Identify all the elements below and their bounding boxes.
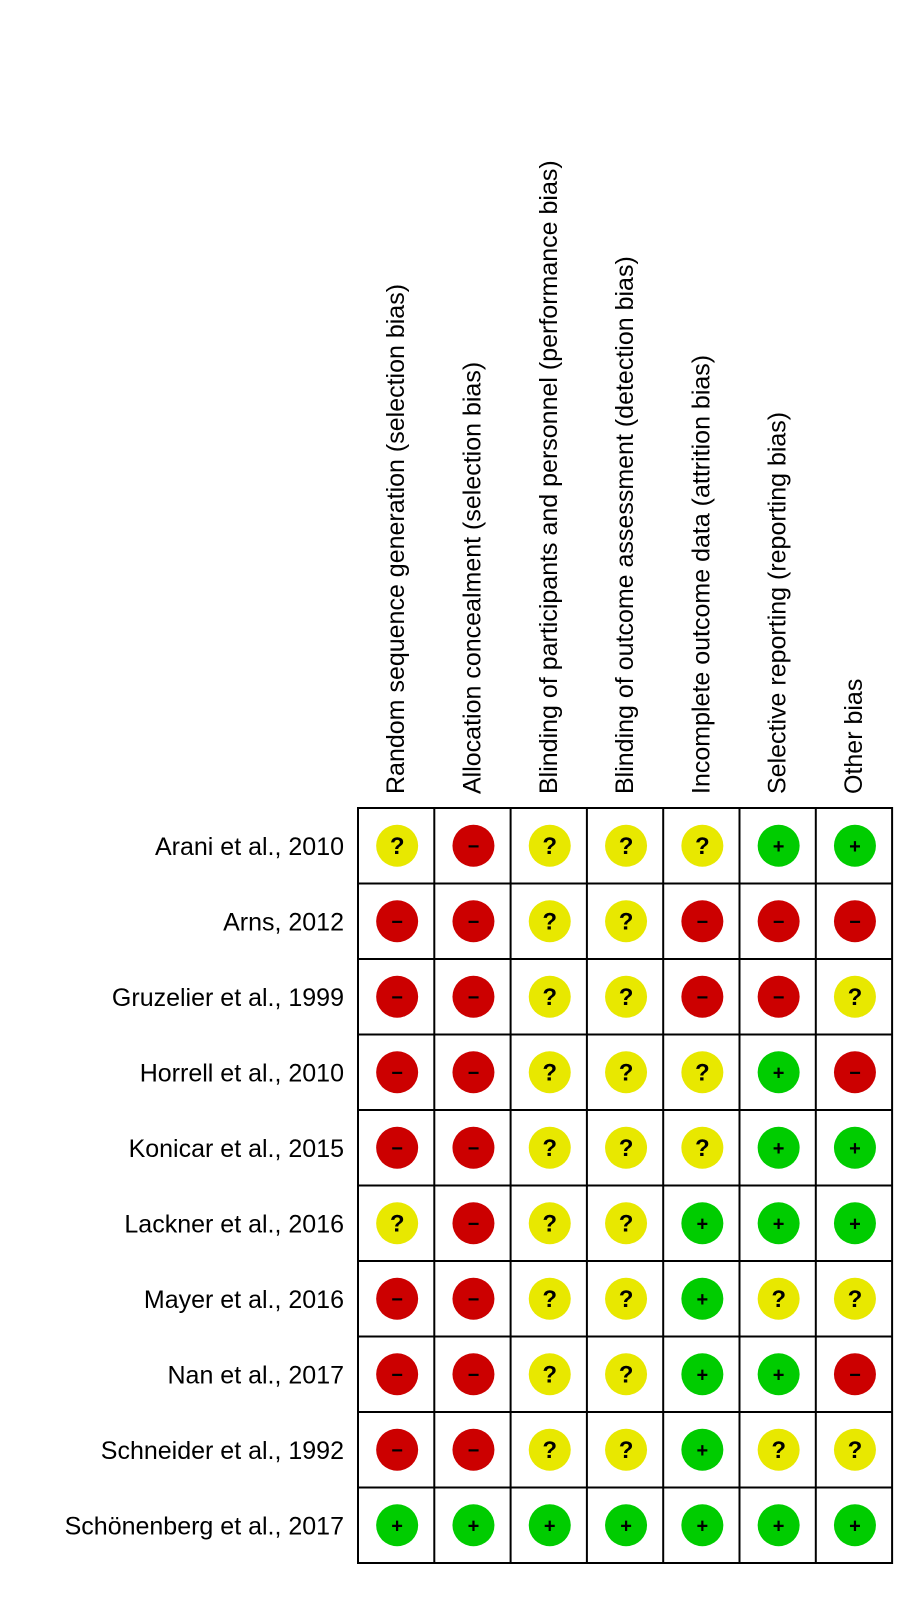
unclear-risk-circle [376,1202,418,1244]
high-risk-circle [758,976,800,1018]
rating-mark-low-risk [758,825,800,867]
column-header: Allocation concealment (selection bias) [458,361,487,794]
column-headers [382,160,868,794]
low-risk-circle [834,1504,876,1546]
rating-mark-low-risk [758,1202,800,1244]
rating-symbol: ? [542,1059,558,1087]
rating-symbol: ? [847,983,863,1011]
unclear-risk-circle [529,1051,571,1093]
rating-mark-low-risk [758,1127,800,1169]
rating-symbol: ? [695,1134,710,1162]
rating-symbol: + [696,1515,709,1538]
rating-symbol: ? [542,1361,558,1389]
rating-symbol: + [467,1515,480,1538]
rating-mark-high-risk [834,900,876,942]
rating-symbol: − [391,1439,403,1462]
rating-symbol: ? [542,1285,558,1313]
rating-mark-low-risk [758,1353,800,1395]
unclear-risk-circle [529,1202,571,1244]
column-header: Blinding of participants and personnel (performance bias) [534,160,563,794]
rating-mark-unclear-risk [681,1127,723,1169]
rating-mark-unclear-risk [834,1278,876,1320]
rating-mark-high-risk [376,1051,418,1093]
rating-symbol: − [696,911,709,934]
rating-mark-low-risk [605,1504,647,1546]
rating-symbol: ? [847,1436,863,1464]
study-label: Lackner et al., 2016 [124,1210,344,1239]
rating-symbol: + [696,1213,709,1236]
rating-mark-high-risk [452,1127,494,1169]
rating-symbol: − [391,1137,403,1160]
rating-symbol: − [467,1213,480,1236]
low-risk-circle [758,1504,800,1546]
rating-mark-unclear-risk [376,825,418,867]
rating-mark-high-risk [376,1353,418,1395]
unclear-risk-circle [605,976,647,1018]
rating-mark-low-risk [376,1504,418,1546]
rating-mark-unclear-risk [681,1051,723,1093]
low-risk-circle [834,1127,876,1169]
rating-symbol: ? [771,1436,786,1464]
unclear-risk-circle [758,1429,800,1471]
rating-symbol: ? [695,1059,710,1087]
unclear-risk-circle [605,1051,647,1093]
rating-mark-high-risk [376,1429,418,1471]
rating-mark-unclear-risk [605,825,647,867]
rating-symbol: + [696,1439,709,1462]
rating-mark-high-risk [758,900,800,942]
rating-symbol: ? [695,832,710,860]
rating-symbol: − [391,1288,403,1311]
rating-symbol: − [467,986,480,1009]
rating-mark-low-risk [758,1051,800,1093]
rating-mark-high-risk [376,1127,418,1169]
rating-symbol: ? [542,983,558,1011]
rating-mark-high-risk [452,825,494,867]
study-label: Arns, 2012 [223,908,344,937]
rating-symbol: − [696,986,709,1009]
unclear-risk-circle [529,1353,571,1395]
high-risk-circle [376,1051,418,1093]
low-risk-circle [681,1504,723,1546]
study-label: Nan et al., 2017 [167,1361,344,1390]
rating-symbol: + [849,1213,861,1236]
rating-symbol: ? [389,1210,405,1238]
rating-symbol: ? [618,832,634,860]
rating-mark-unclear-risk [529,825,571,867]
study-label: Gruzelier et al., 1999 [111,983,344,1012]
rating-symbol: − [467,1288,480,1311]
rating-mark-unclear-risk [529,1202,571,1244]
rating-mark-high-risk [834,1051,876,1093]
rating-mark-low-risk [681,1504,723,1546]
unclear-risk-circle [605,1127,647,1169]
high-risk-circle [376,1127,418,1169]
rating-mark-unclear-risk [529,976,571,1018]
low-risk-circle [529,1504,571,1546]
rating-symbol: + [772,835,785,858]
rating-symbol: ? [618,1059,634,1087]
high-risk-circle [681,900,723,942]
rating-symbol: + [772,1137,785,1160]
high-risk-circle [376,900,418,942]
low-risk-circle [452,1504,494,1546]
rating-mark-low-risk [681,1202,723,1244]
rating-symbol: + [772,1364,785,1387]
rating-mark-unclear-risk [529,1127,571,1169]
high-risk-circle [376,1353,418,1395]
rating-symbol: − [772,986,785,1009]
low-risk-circle [681,1353,723,1395]
high-risk-circle [376,976,418,1018]
rating-symbol: ? [542,832,558,860]
study-labels [65,833,344,1541]
high-risk-circle [452,1353,494,1395]
rating-symbol: − [467,1062,480,1085]
rating-symbol: + [391,1515,403,1538]
rating-mark-low-risk [834,825,876,867]
low-risk-circle [758,1353,800,1395]
rating-symbol: ? [618,1285,634,1313]
rating-mark-unclear-risk [529,1429,571,1471]
rating-symbol: − [467,1137,480,1160]
high-risk-circle [376,1429,418,1471]
rating-symbol: + [696,1288,709,1311]
rating-symbol: ? [847,1285,863,1313]
rating-mark-high-risk [452,900,494,942]
unclear-risk-circle [529,1127,571,1169]
rating-mark-unclear-risk [376,1202,418,1244]
rating-mark-high-risk [376,976,418,1018]
high-risk-circle [452,900,494,942]
rating-symbol: − [849,911,861,934]
rating-symbol: − [391,986,403,1009]
rating-mark-low-risk [834,1202,876,1244]
rating-mark-high-risk [452,1051,494,1093]
rating-mark-unclear-risk [605,1202,647,1244]
rating-symbol: ? [618,1210,634,1238]
rating-mark-unclear-risk [529,900,571,942]
low-risk-circle [605,1504,647,1546]
study-label: Konicar et al., 2015 [128,1134,344,1163]
rating-symbol: ? [542,1134,558,1162]
study-label: Arani et al., 2010 [154,832,344,861]
rating-mark-high-risk [834,1353,876,1395]
rating-symbol: + [772,1062,785,1085]
unclear-risk-circle [834,1429,876,1471]
unclear-risk-circle [834,1278,876,1320]
rating-mark-unclear-risk [605,976,647,1018]
unclear-risk-circle [681,825,723,867]
rating-mark-low-risk [681,1278,723,1320]
high-risk-circle [452,1051,494,1093]
high-risk-circle [452,976,494,1018]
unclear-risk-circle [681,1051,723,1093]
rating-symbol: − [391,911,403,934]
rating-symbol: + [620,1515,632,1538]
unclear-risk-circle [529,1278,571,1320]
rating-symbol: + [772,1213,785,1236]
rating-mark-unclear-risk [758,1278,800,1320]
rating-mark-unclear-risk [605,1353,647,1395]
unclear-risk-circle [605,1353,647,1395]
rating-mark-low-risk [834,1127,876,1169]
rating-mark-high-risk [376,900,418,942]
rating-mark-high-risk [758,976,800,1018]
rating-symbol: − [391,1062,403,1085]
rating-symbol: + [696,1364,709,1387]
unclear-risk-circle [605,1202,647,1244]
rating-mark-unclear-risk [834,976,876,1018]
unclear-risk-circle [758,1278,800,1320]
rating-symbol: ? [542,1210,558,1238]
column-header: Other bias [839,678,868,794]
rating-mark-unclear-risk [605,1429,647,1471]
rating-mark-high-risk [681,976,723,1018]
unclear-risk-circle [529,900,571,942]
rating-mark-high-risk [452,1353,494,1395]
rating-mark-unclear-risk [605,1278,647,1320]
rating-symbol: ? [771,1285,786,1313]
study-label: Schönenberg et al., 2017 [64,1512,344,1541]
rating-symbol: ? [618,983,634,1011]
rating-symbol: + [772,1515,785,1538]
unclear-risk-circle [529,1429,571,1471]
rating-symbol: ? [618,1134,634,1162]
high-risk-circle [834,900,876,942]
unclear-risk-circle [529,976,571,1018]
unclear-risk-circle [605,900,647,942]
study-label: Schneider et al., 1992 [100,1436,344,1465]
rating-symbol: − [467,835,480,858]
rating-symbol: − [849,1062,861,1085]
high-risk-circle [452,1127,494,1169]
high-risk-circle [376,1278,418,1320]
low-risk-circle [681,1278,723,1320]
rating-mark-high-risk [452,1202,494,1244]
high-risk-circle [452,1429,494,1471]
study-label: Mayer et al., 2016 [143,1285,344,1314]
rating-mark-low-risk [452,1504,494,1546]
high-risk-circle [758,900,800,942]
low-risk-circle [758,1127,800,1169]
rating-symbol: − [849,1364,861,1387]
rating-symbol: ? [542,908,558,936]
low-risk-circle [376,1504,418,1546]
rating-symbol: ? [618,1361,634,1389]
rating-mark-high-risk [376,1278,418,1320]
rating-symbol: − [391,1364,403,1387]
rating-mark-unclear-risk [605,1051,647,1093]
low-risk-circle [758,1202,800,1244]
low-risk-circle [758,825,800,867]
rating-symbol: + [849,1515,861,1538]
rating-symbol: − [467,1364,480,1387]
unclear-risk-circle [605,1429,647,1471]
rating-mark-unclear-risk [834,1429,876,1471]
rating-symbol: − [772,911,785,934]
rating-symbol: ? [618,1436,634,1464]
high-risk-circle [681,976,723,1018]
column-header: Incomplete outcome data (attrition bias) [687,354,716,794]
low-risk-circle [681,1202,723,1244]
high-risk-circle [452,1202,494,1244]
rating-symbol: ? [542,1436,558,1464]
high-risk-circle [452,825,494,867]
rating-symbol: − [467,1439,480,1462]
rating-mark-low-risk [834,1504,876,1546]
rating-symbol: ? [389,832,405,860]
unclear-risk-circle [376,825,418,867]
column-header: Random sequence generation (selection bias) [382,283,411,794]
study-label: Horrell et al., 2010 [139,1059,344,1088]
rating-mark-high-risk [452,976,494,1018]
rating-mark-low-risk [681,1429,723,1471]
unclear-risk-circle [605,825,647,867]
low-risk-circle [834,1202,876,1244]
rating-mark-unclear-risk [605,1127,647,1169]
low-risk-circle [758,1051,800,1093]
rating-symbol: − [467,911,480,934]
rating-symbol: ? [618,908,634,936]
rating-mark-unclear-risk [529,1278,571,1320]
rating-symbol: + [849,1137,861,1160]
rating-mark-high-risk [452,1429,494,1471]
rating-mark-unclear-risk [605,900,647,942]
low-risk-circle [834,825,876,867]
unclear-risk-circle [681,1127,723,1169]
rating-mark-low-risk [529,1504,571,1546]
unclear-risk-circle [605,1278,647,1320]
column-header: Selective reporting (reporting bias) [763,411,792,794]
low-risk-circle [681,1429,723,1471]
rating-mark-unclear-risk [758,1429,800,1471]
high-risk-circle [452,1278,494,1320]
rating-mark-high-risk [681,900,723,942]
rating-mark-low-risk [758,1504,800,1546]
rating-mark-high-risk [452,1278,494,1320]
high-risk-circle [834,1051,876,1093]
rating-mark-unclear-risk [529,1353,571,1395]
unclear-risk-circle [834,976,876,1018]
high-risk-circle [834,1353,876,1395]
rating-symbol: + [543,1515,556,1538]
rating-mark-low-risk [681,1353,723,1395]
unclear-risk-circle [529,825,571,867]
rating-mark-unclear-risk [681,825,723,867]
rating-mark-unclear-risk [529,1051,571,1093]
column-header: Blinding of outcome assessment (detection bias) [611,256,640,794]
rating-symbol: + [849,835,861,858]
